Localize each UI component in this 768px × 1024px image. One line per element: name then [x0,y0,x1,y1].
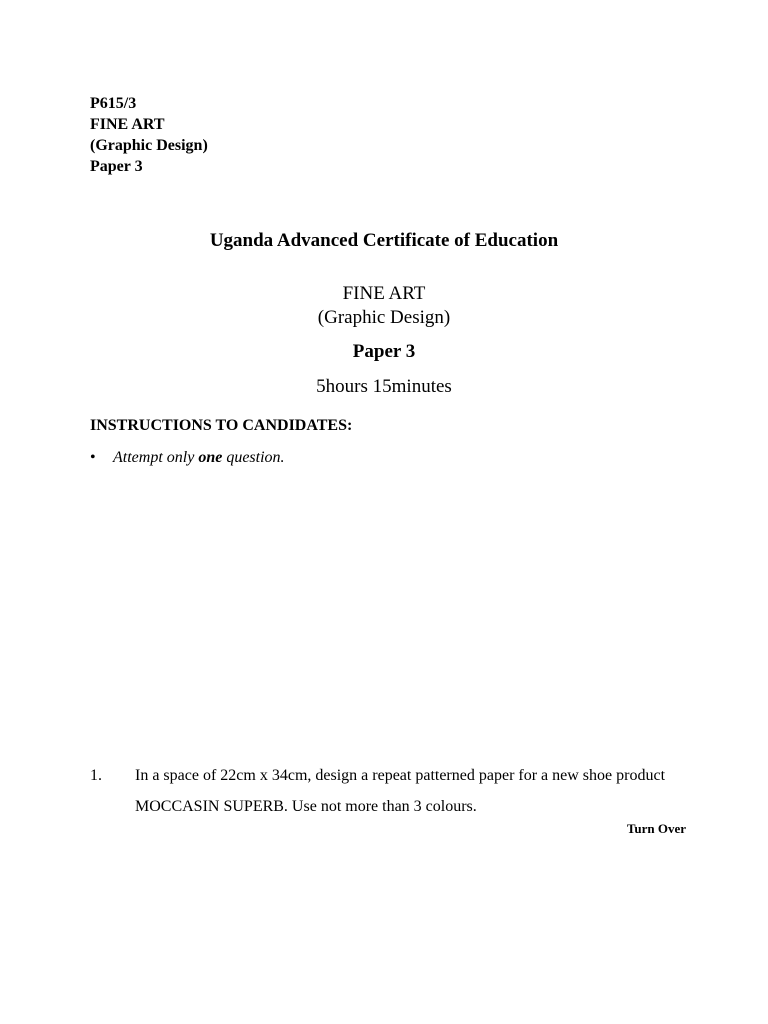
question-text: In a space of 22cm x 34cm, design a repeat patterned paper for a new shoe product MOCCASIN SUPERB. Use not more than 3 colours. [135,767,666,815]
subject-block [0,282,768,330]
instruction-item [90,449,285,467]
exam-duration: 5hours 15minutes [316,376,452,397]
header-paper: Paper 3 [90,158,143,175]
question-item [90,760,690,822]
turn-over-label: Turn Over [626,821,686,836]
subject-title: FINE ART [342,283,426,304]
exam-title: Uganda Advanced Certificate of Education [209,230,559,251]
paper-header [90,93,208,177]
bullet-icon: • [90,449,96,466]
instructions-heading: INSTRUCTIONS TO CANDIDATES: [90,417,353,434]
question-number: 1. [90,767,102,784]
instruction-text-start: Attempt only [113,449,199,466]
subject-option: (Graphic Design) [317,307,451,328]
instruction-emphasis: one [198,449,223,466]
paper-number: Paper 3 [352,341,416,362]
paper-code: P615/3 [90,95,137,112]
instruction-text-end: question. [222,449,285,466]
header-subject: FINE ART [90,116,165,133]
header-option: (Graphic Design) [90,137,208,154]
